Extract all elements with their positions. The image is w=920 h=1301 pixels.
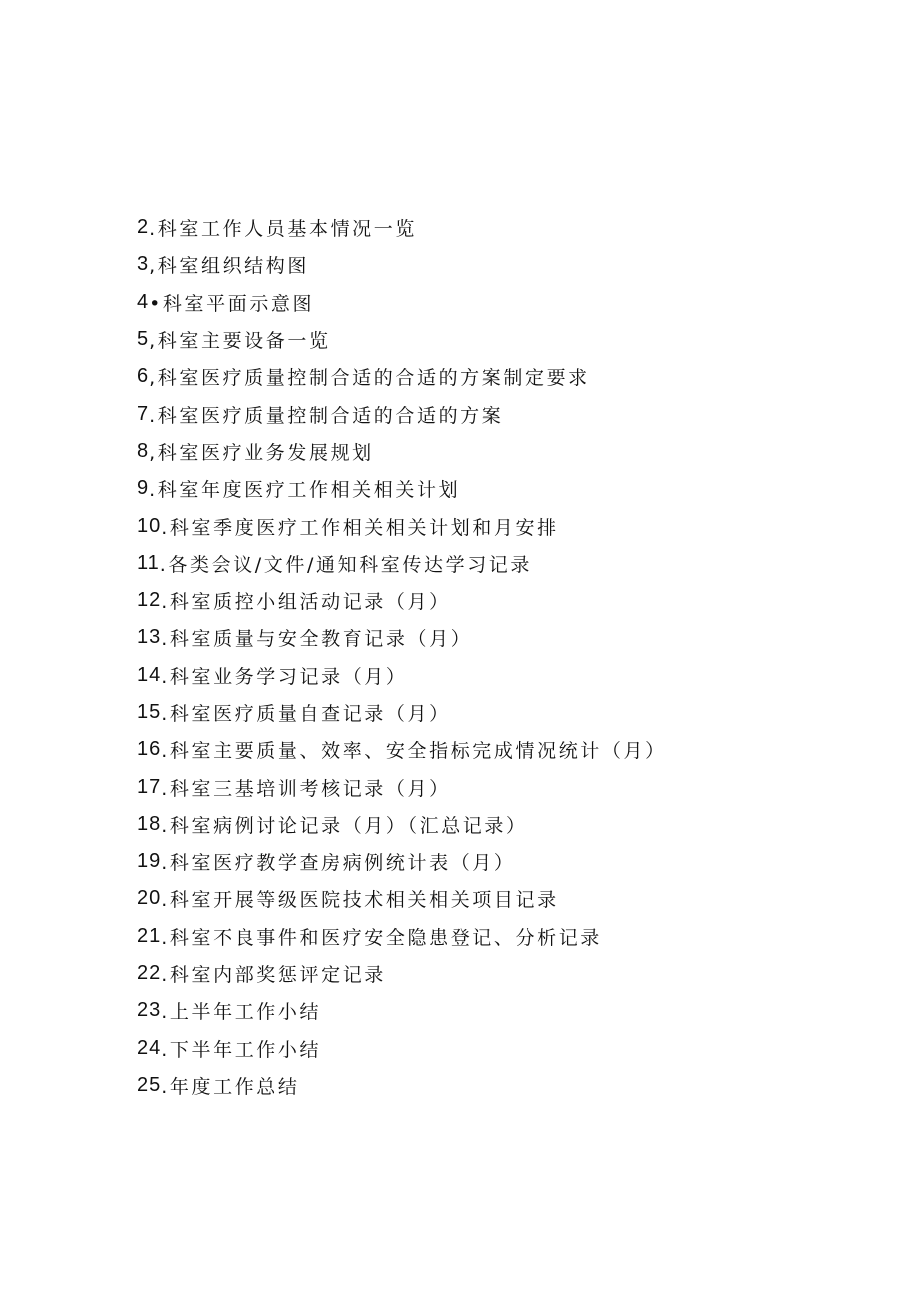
item-text: .科室三基培训考核记录（月） — [161, 777, 451, 800]
item-text: .下半年工作小结 — [161, 1038, 322, 1061]
item-text: .科室不良事件和医疗安全隐患登记、分析记录 — [161, 926, 602, 949]
item-number: 3 — [137, 253, 150, 276]
list-item — [137, 918, 667, 955]
list-item — [137, 806, 667, 843]
list-item — [137, 619, 667, 656]
list-item — [137, 768, 667, 805]
item-number: 22 — [137, 962, 162, 985]
list-item — [137, 358, 667, 395]
item-number: 16 — [137, 738, 162, 761]
item-number: 14 — [137, 663, 162, 686]
list-item — [137, 545, 667, 582]
item-number: 8 — [137, 439, 150, 462]
item-number: 18 — [137, 812, 162, 835]
list-item — [137, 507, 667, 544]
item-text: .各类会议/文件/通知科室传达学习记录 — [159, 553, 533, 576]
item-number: 7 — [137, 402, 150, 425]
list-item — [137, 843, 667, 880]
item-number: 2 — [137, 216, 150, 239]
item-text: .科室季度医疗工作相关相关计划和月安排 — [161, 516, 559, 539]
record-index-list — [137, 209, 667, 1104]
item-number: 10 — [137, 514, 162, 537]
list-item — [137, 731, 667, 768]
item-number: 5 — [137, 328, 150, 351]
item-number: 25 — [137, 1073, 162, 1096]
item-text: •科室平面示意图 — [149, 292, 315, 315]
item-text: ,科室组织结构图 — [149, 255, 309, 278]
item-number: 4 — [137, 290, 150, 313]
item-number: 24 — [137, 1036, 162, 1059]
list-item — [137, 582, 667, 619]
item-text: ,科室医疗质量控制合适的合适的方案制定要求 — [149, 367, 590, 390]
list-item — [137, 284, 667, 321]
list-item — [137, 470, 667, 507]
item-text: .科室内部奖惩评定记录 — [161, 964, 386, 987]
item-text: .科室主要质量、效率、安全指标完成情况统计（月） — [161, 740, 667, 763]
list-item — [137, 1030, 667, 1067]
item-text: .科室业务学习记录（月） — [161, 665, 408, 688]
item-text: .科室医疗质量自查记录（月） — [161, 703, 451, 725]
list-item — [137, 209, 667, 246]
list-item — [137, 433, 667, 470]
list-item — [137, 246, 667, 283]
item-number: 20 — [137, 887, 162, 910]
item-number: 6 — [137, 365, 150, 388]
item-text: .科室质控小组活动记录（月） — [161, 591, 451, 614]
item-text: .科室年度医疗工作相关相关计划 — [149, 479, 461, 502]
item-text: .科室病例讨论记录（月）（汇总记录） — [161, 814, 528, 837]
item-text: ,科室医疗业务发展规划 — [149, 441, 374, 464]
item-text: .科室工作人员基本情况一览 — [149, 218, 417, 241]
list-item — [137, 321, 667, 358]
list-item — [137, 694, 667, 731]
item-text: .科室质量与安全教育记录（月） — [161, 628, 473, 651]
list-item — [137, 992, 667, 1029]
item-text: .年度工作总结 — [161, 1075, 300, 1098]
item-number: 13 — [137, 626, 162, 649]
item-text: .科室医疗质量控制合适的合适的方案 — [149, 404, 504, 427]
item-number: 23 — [137, 999, 162, 1022]
item-number: 21 — [137, 924, 162, 947]
list-item — [137, 1067, 667, 1104]
list-item — [137, 880, 667, 917]
list-item — [137, 955, 667, 992]
item-text: .科室医疗教学查房病例统计表（月） — [161, 852, 516, 875]
item-text: .科室开展等级医院技术相关相关项目记录 — [161, 889, 559, 912]
item-text: .上半年工作小结 — [161, 1001, 322, 1024]
item-number: 19 — [137, 850, 162, 873]
item-number: 15 — [137, 701, 162, 723]
item-number: 12 — [137, 589, 162, 612]
item-number: 11 — [137, 551, 160, 574]
item-number: 17 — [137, 775, 162, 798]
list-item — [137, 657, 667, 694]
item-text: ,科室主要设备一览 — [149, 330, 331, 353]
item-number: 9 — [137, 477, 150, 500]
list-item — [137, 395, 667, 432]
